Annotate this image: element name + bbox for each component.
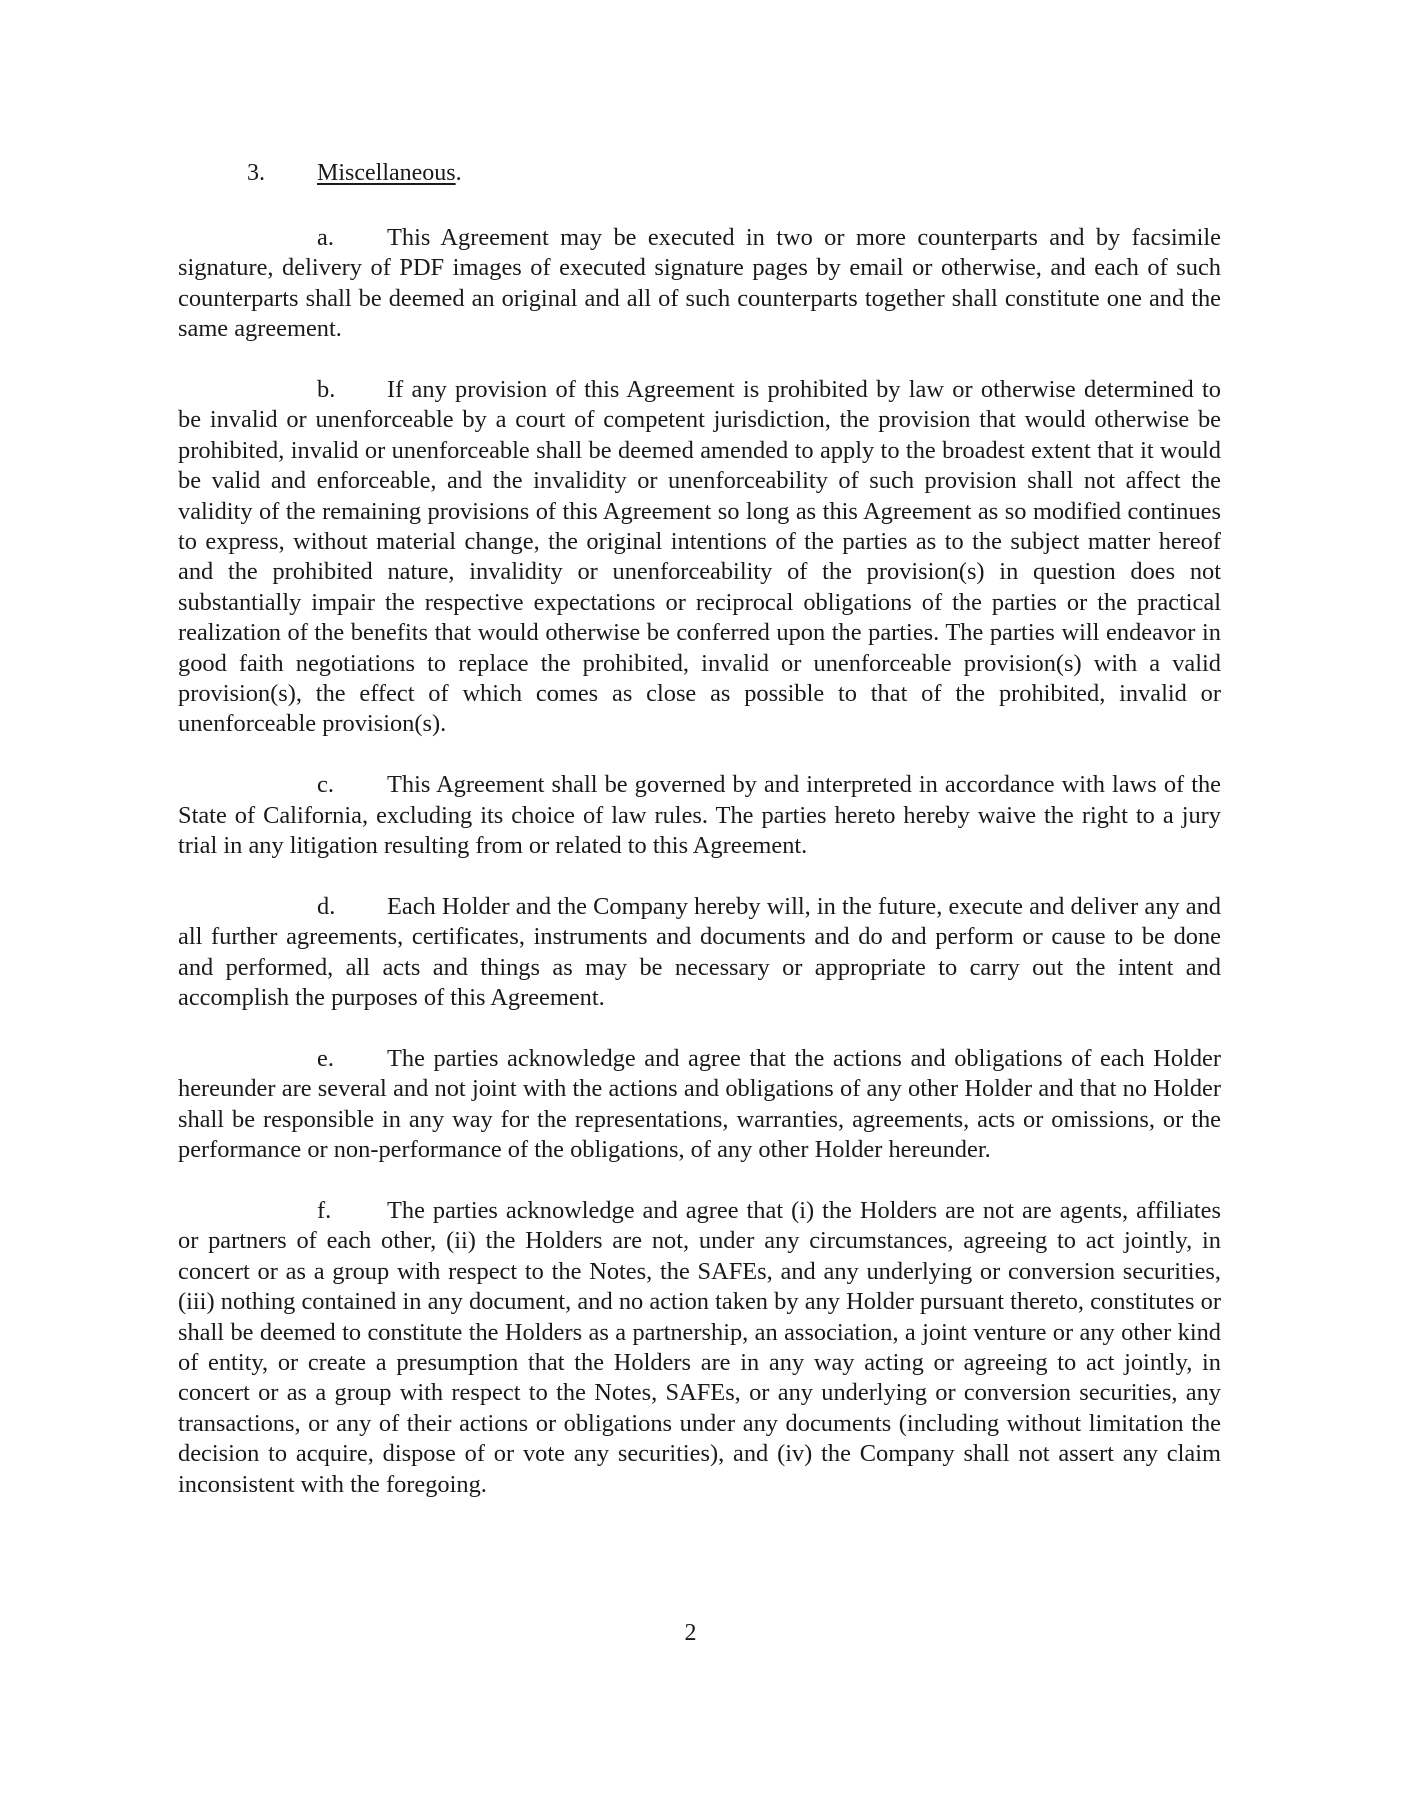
paragraph-a xyxy=(178,223,1221,345)
section-number: 3. xyxy=(247,160,265,186)
section-title-suffix: . xyxy=(455,160,462,186)
paragraph-label: d. xyxy=(317,892,336,920)
paragraph-label: f. xyxy=(317,1196,332,1224)
paragraph-text: The parties acknowledge and agree that (i) the Holders are not are agents, affiliates or partners of each other, (ii) the Holders are not, under any circumstances, agreeing to act jointly, in concert or as a group with respect to the Notes, the SAFEs, and any underlying or conversion securities, (iii) nothing contained in any document, and no action taken by any Holder pursuant thereto, constitutes or shall be deemed to constitute the Holders as a partnership, an association, a joint venture or any other kind of entity, or create a presumption that the Holders are in any way acting or agreeing to act jointly, in concert or as a group with respect to the Notes, SAFEs, or any underlying or conversion securities, any transactions, or any of their actions or obligations under any documents (including without limitation the decision to acquire, dispose of or vote any securities), and (iv) the Company shall not assert any claim inconsistent with the foregoing. xyxy=(178,1196,1221,1498)
paragraph-c xyxy=(178,770,1221,861)
paragraph-text: This Agreement shall be governed by and interpreted in accordance with laws of the State of California, excluding its choice of law rules. The parties hereto hereby waive the right to a jury trial in any litigation resulting from or related to this Agreement. xyxy=(178,771,1221,860)
paragraph-text: Each Holder and the Company hereby will, in the future, execute and deliver any and all further agreements, certificates, instruments and documents and do and perform or cause to be done and performed, all acts and things as may be necessary or appropriate to carry out the intent and accomplish the purposes of this Agreement. xyxy=(178,892,1221,1012)
paragraph-text: The parties acknowledge and agree that the actions and obligations of each Holder hereunder are several and not joint with the actions and obligations of any other Holder and that no Holder shall be responsible in any way for the representations, warranties, agreements, acts or omissions, or the performance or non-performance of the obligations, of any other Holder hereunder. xyxy=(178,1044,1221,1164)
section-title: Miscellaneous xyxy=(317,160,456,186)
paragraph-label: e. xyxy=(317,1044,334,1072)
paragraph-d xyxy=(178,892,1221,1014)
paragraph-label: b. xyxy=(317,376,336,404)
paragraph-e xyxy=(178,1044,1221,1166)
paragraph-text: If any provision of this Agreement is prohibited by law or otherwise determined to be invalid or unenforceable by a court of competent jurisdiction, the provision that would otherwise be prohibited, invalid or unenforceable shall be deemed amended to apply to the broadest extent that it would be valid and enforceable, and the invalidity or unenforceability of such provision shall not affect the validity of the remaining provisions of this Agreement so long as this Agreement as so modified continues to express, without material change, the original intentions of the parties as to the subject matter hereof and the prohibited nature, invalidity or unenforceability of the provision(s) in question does not substantially impair the respective expectations or reciprocal obligations of the parties or the practical realization of the benefits that would otherwise be conferred upon the parties. The parties will endeavor in good faith negotiations to replace the prohibited, invalid or unenforceable provision(s) with a valid provision(s), the effect of which comes as close as possible to that of the prohibited, invalid or unenforceable provision(s). xyxy=(178,376,1221,738)
paragraph-b xyxy=(178,375,1221,740)
paragraph-f xyxy=(178,1196,1221,1500)
paragraph-label: a. xyxy=(317,224,334,251)
page-number: 2 xyxy=(684,1620,697,1646)
paragraph-text: This Agreement may be executed in two or more counterparts and by facsimile signature, delivery of PDF images of executed signature pages by email or otherwise, and each of such counterparts shall be deemed an original and all of such counterparts together shall constitute one and the same agreement. xyxy=(178,224,1221,343)
section-body xyxy=(178,223,1221,1530)
paragraph-label: c. xyxy=(317,771,334,799)
section-heading xyxy=(247,158,462,188)
